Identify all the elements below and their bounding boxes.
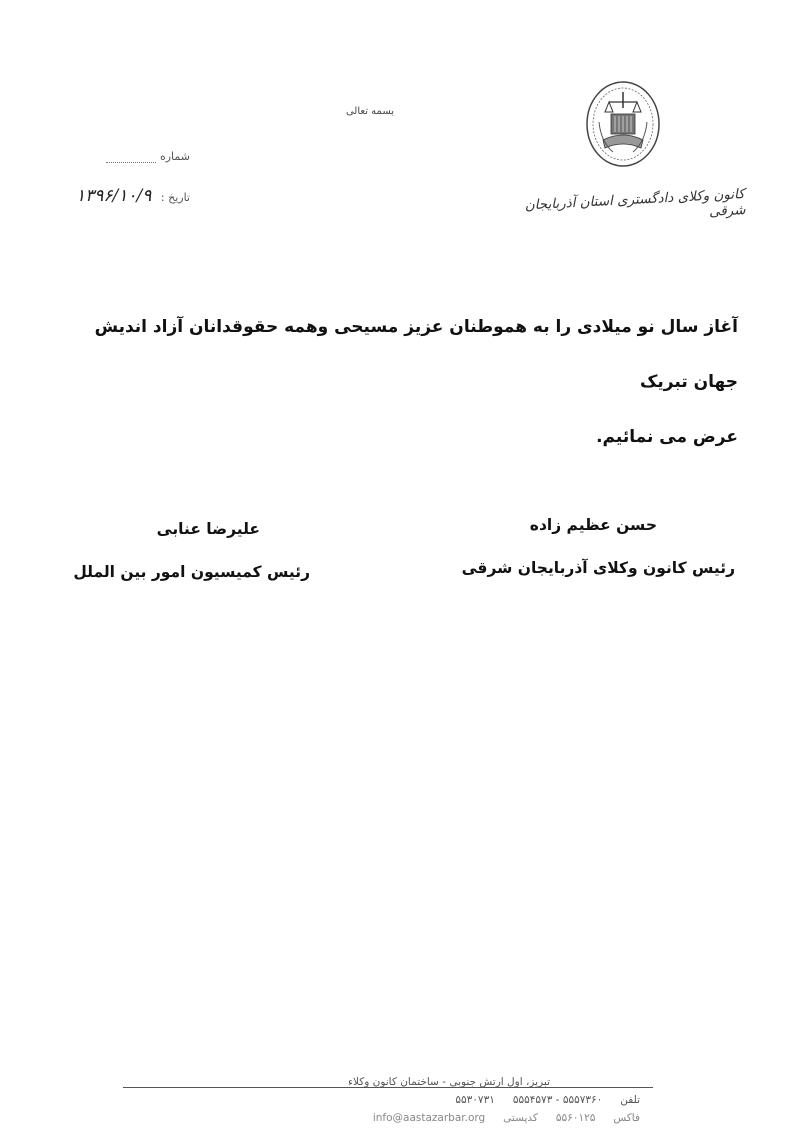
footer-postal-label: کدپستی bbox=[503, 1112, 538, 1124]
signature-block-president bbox=[430, 516, 735, 577]
footer-fax-label: فاکس bbox=[613, 1112, 640, 1124]
letter-number-dots bbox=[106, 152, 156, 163]
letter-number-label: شماره bbox=[159, 150, 190, 163]
organization-name: کانون وکلای دادگستری استان آذربایجان شرقی bbox=[524, 186, 746, 220]
signatory-title: رئیس کمیسیون امور بین الملل bbox=[73, 563, 310, 581]
footer-phone-value: ۵۵۵۷۳۶۰ - ۵۵۳۰۷۳۱ bbox=[455, 1094, 603, 1106]
bar-association-emblem-icon bbox=[583, 78, 663, 170]
letter-body-line-2: عرض می نمائیم. bbox=[596, 427, 738, 447]
signatory-name: علیرضا عنابی bbox=[156, 520, 260, 538]
footer-contacts bbox=[160, 1094, 640, 1106]
letter-body bbox=[58, 300, 738, 465]
signatory-name: حسن عظیم زاده bbox=[529, 516, 657, 534]
signatory-title: رئیس کانون وکلای آذربایجان شرقی bbox=[461, 559, 735, 577]
invocation-text: بسمه تعالی bbox=[345, 106, 395, 117]
letter-number-field bbox=[100, 150, 190, 163]
footer-contacts-2 bbox=[180, 1112, 640, 1124]
footer-email: info@aastazarbar.org bbox=[372, 1112, 486, 1124]
signature-block-commission bbox=[70, 520, 310, 581]
footer-address: تبریز، اول ارتش جنوبی - ساختمان کانون وکلاء bbox=[348, 1076, 550, 1088]
letter-date-label: تاریخ : bbox=[160, 191, 190, 204]
footer-phone-label: تلفن bbox=[620, 1094, 640, 1106]
footer-divider bbox=[123, 1087, 653, 1088]
footer-phone-value-2: ۵۵۵۴۵۷۳ bbox=[512, 1094, 553, 1106]
letter-date-field bbox=[40, 186, 190, 206]
letter-body-line-1: آغاز سال نو میلادی را به هموطنان عزیز مسیحی وهمه حقوقدانان آزاد اندیش جهان تبریک bbox=[94, 317, 738, 392]
letter-date-value: ۱۳۹۶/۱۰/۹ bbox=[76, 186, 152, 206]
footer-fax-value: ۵۵۶۰۱۲۵ bbox=[555, 1112, 596, 1124]
